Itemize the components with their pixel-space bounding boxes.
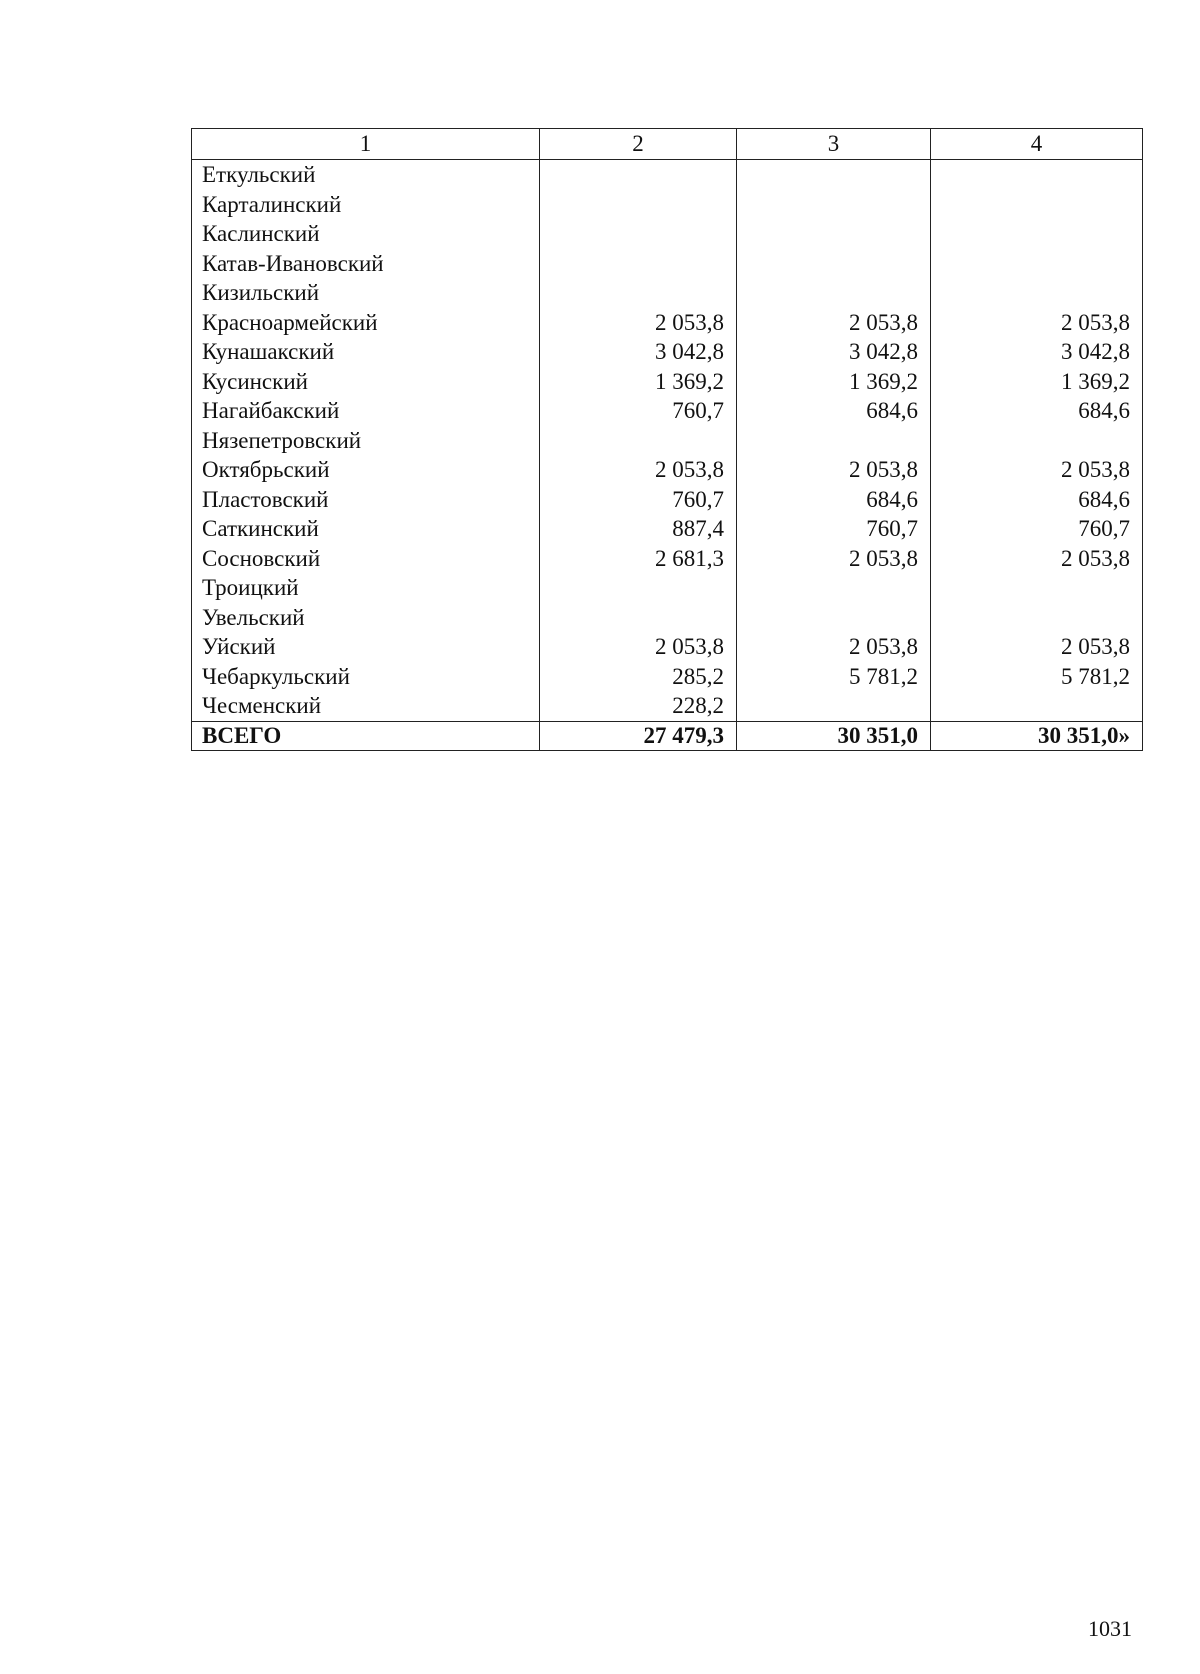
district-name-cell: Нязепетровский [192, 426, 540, 456]
value-col-3-cell [737, 426, 931, 456]
district-name-cell: Карталинский [192, 190, 540, 220]
table-row [192, 337, 1143, 367]
value-col-3-cell: 2 053,8 [737, 455, 931, 485]
value-col-2-cell [540, 426, 737, 456]
table-row [192, 544, 1143, 574]
table-row [192, 190, 1143, 220]
value-col-2-cell [540, 190, 737, 220]
district-name-cell: Чесменский [192, 691, 540, 721]
value-col-4-cell [931, 426, 1143, 456]
table-row [192, 396, 1143, 426]
district-name-cell: Чебаркульский [192, 662, 540, 692]
value-col-2-cell: 2 053,8 [540, 455, 737, 485]
total-col-3: 30 351,0 [737, 721, 931, 750]
data-table [191, 128, 1143, 751]
value-col-4-cell: 1 369,2 [931, 367, 1143, 397]
value-col-3-cell: 760,7 [737, 514, 931, 544]
value-col-2-cell: 228,2 [540, 691, 737, 721]
value-col-4-cell [931, 190, 1143, 220]
value-col-2-cell [540, 603, 737, 633]
table-row [192, 308, 1143, 338]
district-name-cell: Пластовский [192, 485, 540, 515]
value-col-3-cell [737, 603, 931, 633]
table-row [192, 662, 1143, 692]
district-name-cell: Сосновский [192, 544, 540, 574]
table-header-row [192, 129, 1143, 160]
value-col-3-cell: 2 053,8 [737, 544, 931, 574]
value-col-4-cell [931, 691, 1143, 721]
value-col-3-cell [737, 249, 931, 279]
district-name-cell: Кусинский [192, 367, 540, 397]
district-name-cell: Увельский [192, 603, 540, 633]
value-col-3-cell [737, 219, 931, 249]
district-name-cell: Троицкий [192, 573, 540, 603]
value-col-2-cell [540, 278, 737, 308]
value-col-2-cell: 760,7 [540, 396, 737, 426]
value-col-2-cell: 2 053,8 [540, 632, 737, 662]
column-header-4: 4 [931, 129, 1143, 160]
value-col-3-cell [737, 190, 931, 220]
value-col-4-cell: 2 053,8 [931, 455, 1143, 485]
value-col-3-cell [737, 691, 931, 721]
value-col-4-cell [931, 573, 1143, 603]
total-label: ВСЕГО [192, 721, 540, 750]
district-name-cell: Кизильский [192, 278, 540, 308]
value-col-3-cell [737, 278, 931, 308]
value-col-2-cell: 2 681,3 [540, 544, 737, 574]
value-col-2-cell: 760,7 [540, 485, 737, 515]
table-row [192, 485, 1143, 515]
value-col-2-cell: 3 042,8 [540, 337, 737, 367]
value-col-3-cell: 5 781,2 [737, 662, 931, 692]
value-col-2-cell [540, 219, 737, 249]
table-row [192, 367, 1143, 397]
value-col-4-cell [931, 278, 1143, 308]
table-row [192, 573, 1143, 603]
district-name-cell: Катав-Ивановский [192, 249, 540, 279]
value-col-2-cell: 2 053,8 [540, 308, 737, 338]
district-name-cell: Саткинский [192, 514, 540, 544]
value-col-2-cell: 1 369,2 [540, 367, 737, 397]
value-col-3-cell: 2 053,8 [737, 632, 931, 662]
table-row [192, 278, 1143, 308]
table-row [192, 219, 1143, 249]
value-col-4-cell: 2 053,8 [931, 308, 1143, 338]
table-row [192, 426, 1143, 456]
total-row [192, 721, 1143, 750]
value-col-2-cell [540, 573, 737, 603]
value-col-4-cell [931, 160, 1143, 190]
value-col-4-cell [931, 603, 1143, 633]
value-col-2-cell: 887,4 [540, 514, 737, 544]
value-col-4-cell: 684,6 [931, 485, 1143, 515]
value-col-4-cell: 2 053,8 [931, 544, 1143, 574]
table-row [192, 691, 1143, 721]
value-col-2-cell: 285,2 [540, 662, 737, 692]
district-name-cell: Уйский [192, 632, 540, 662]
value-col-4-cell [931, 249, 1143, 279]
table-row [192, 160, 1143, 190]
value-col-3-cell: 684,6 [737, 485, 931, 515]
district-name-cell: Красноармейский [192, 308, 540, 338]
table-row [192, 514, 1143, 544]
table-row [192, 603, 1143, 633]
column-header-2: 2 [540, 129, 737, 160]
total-col-2: 27 479,3 [540, 721, 737, 750]
total-col-4: 30 351,0» [931, 721, 1143, 750]
table-row [192, 632, 1143, 662]
value-col-4-cell: 2 053,8 [931, 632, 1143, 662]
value-col-3-cell: 1 369,2 [737, 367, 931, 397]
district-name-cell: Нагайбакский [192, 396, 540, 426]
value-col-4-cell: 3 042,8 [931, 337, 1143, 367]
table-row [192, 249, 1143, 279]
value-col-4-cell: 5 781,2 [931, 662, 1143, 692]
table-body [192, 160, 1143, 751]
table-row [192, 455, 1143, 485]
column-header-1: 1 [192, 129, 540, 160]
value-col-3-cell: 3 042,8 [737, 337, 931, 367]
value-col-2-cell [540, 249, 737, 279]
district-name-cell: Еткульский [192, 160, 540, 190]
value-col-3-cell: 2 053,8 [737, 308, 931, 338]
value-col-4-cell [931, 219, 1143, 249]
value-col-2-cell [540, 160, 737, 190]
district-name-cell: Каслинский [192, 219, 540, 249]
value-col-4-cell: 760,7 [931, 514, 1143, 544]
column-header-3: 3 [737, 129, 931, 160]
value-col-3-cell [737, 573, 931, 603]
district-name-cell: Октябрьский [192, 455, 540, 485]
value-col-3-cell [737, 160, 931, 190]
value-col-4-cell: 684,6 [931, 396, 1143, 426]
page-number: 1031 [1088, 1616, 1132, 1641]
district-name-cell: Кунашакский [192, 337, 540, 367]
value-col-3-cell: 684,6 [737, 396, 931, 426]
